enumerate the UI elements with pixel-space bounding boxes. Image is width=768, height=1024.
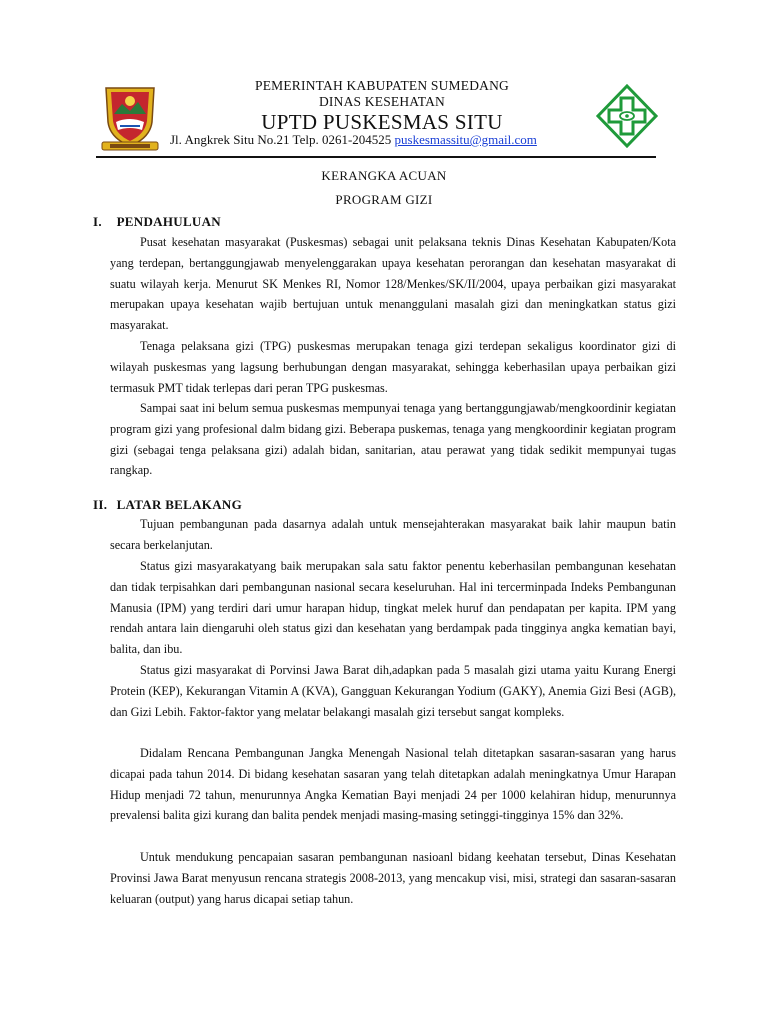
section-heading-pendahuluan bbox=[93, 214, 221, 230]
header-institution-name: UPTD PUSKESMAS SITU bbox=[261, 110, 503, 134]
header-government-name: PEMERINTAH KABUPATEN SUMEDANG bbox=[255, 78, 509, 93]
paragraph: Untuk mendukung pencapaian sasaran pembangunan nasioanl bidang keehatan tersebut, Dinas Kesehatan Provinsi Jawa Barat menyusun rencana strategis 2008-2013, yang mencakup visi, misi, strategi dan sasaran-sasaran keluaran (output) yang harus dicapai setiap tahun. bbox=[110, 850, 676, 906]
sumedang-regency-emblem-icon bbox=[100, 84, 160, 152]
paragraph: Didalam Rencana Pembangunan Jangka Menengah Nasional telah ditetapkan sasaran-sasaran yang harus dicapai pada tahun 2014. Di bidang kesehatan sasaran yang telah ditetapkan adalah meningkatnya Umur Harapan Hidup menjadi 72 tahun, menurunnya Angka Kematian Bayi menjadi 24 per 1000 kelahiran hidup, menurunnya prevalensi balita gizi kurang dan balita pendek menjadi masing-masing setinggi-tingginya 15% dan 32%. bbox=[110, 746, 676, 823]
header-address: Jl. Angkrek Situ No.21 Telp. 0261-204525 bbox=[170, 132, 392, 147]
letterhead bbox=[96, 74, 674, 158]
section-title: LATAR BELAKANG bbox=[116, 497, 242, 512]
paragraph: Tujuan pembangunan pada dasarnya adalah untuk mensejahterakan masyarakat baik lahir maupun batin secara berkelanjutan. bbox=[110, 517, 676, 552]
section-heading-latar-belakang bbox=[93, 497, 242, 513]
section-number: I. bbox=[93, 214, 102, 229]
document-title-line1: KERANGKA ACUAN bbox=[321, 168, 447, 183]
paragraph: Status gizi masyarakatyang baik merupakan sala satu faktor penentu keberhasilan pembangunan kesehatan dan tidak terpisahkan dari pembangunan nasional secara keseluruhan. Hal ini tercerminpada Indeks Pembangunan Manusia (IPM) yang terdiri dari umur harapan hidup, tingkat melek huruf dan pendapatan per kapita. IPM yang rendah antara lain diengaruhi oleh status gizi dan kesehatan yang berdampak pada tingginya angka kematian bayi, balita, dan ibu. bbox=[110, 559, 676, 657]
section-title: PENDAHULUAN bbox=[116, 214, 221, 229]
header-department-name: DINAS KESEHATAN bbox=[318, 94, 446, 109]
letterhead-divider bbox=[96, 156, 656, 158]
paragraph: Sampai saat ini belum semua puskesmas mempunyai tenaga yang bertanggungjawab/mengkoordinir kegiatan program gizi yang profesional dalm bidang gizi. Beberapa puskemas, tenaga yang mengkoordinir kegiatan program gizi (sebagai tenga pelaksana gizi) adalah bidan, sanitarian, atau perawat yang tidak sedikit mempunyai tugas rangkap. bbox=[110, 401, 676, 478]
paragraph: Status gizi masyarakat di Porvinsi Jawa Barat dih,adapkan pada 5 masalah gizi utama yaitu Kurang Energi Protein (KEP), Kekurangan Vitamin A (KVA), Gangguan Kekurangan Yodium (GAKY), Anemia Gizi Besi (AGB), dan Gizi Lebih. Faktor-faktor yang melatar belakangi masalah gizi tersebut sangat kompleks. bbox=[110, 663, 676, 719]
paragraph: Tenaga pelaksana gizi (TPG) puskesmas merupakan tenaga gizi terdepan sekaligus koordinator gizi di wilayah puskesmas yang lagsung berhubungan dengan masyarakat, sehingga keberhasilan upaya perbaikan gizi termasuk PMT tidak terlepas dari peran TPG puskesmas. bbox=[110, 339, 676, 395]
paragraph: Pusat kesehatan masyarakat (Puskesmas) sebagai unit pelaksana teknis Dinas Kesehatan Kabupaten/Kota yang terdepan, bertanggungjawab menyelenggarakan upaya kesehatan perorangan dan kesehatan masyarakat di suatu wilayah kerja. Menurut SK Menkes RI, Nomor 128/Menkes/SK/II/2004, upaya perbaikan gizi masyarakat merupakan upaya kesehatan wajib bertujuan untuk menanggulani masalah gizi dan meningkatkan status gizi masyarakat. bbox=[110, 235, 676, 333]
puskesmas-green-cross-icon bbox=[596, 84, 658, 148]
header-address-line bbox=[170, 132, 537, 148]
document-title-line2: PROGRAM GIZI bbox=[335, 192, 433, 207]
header-email-link[interactable]: puskesmassitu@gmail.com bbox=[394, 132, 537, 147]
section-number: II. bbox=[93, 497, 108, 512]
